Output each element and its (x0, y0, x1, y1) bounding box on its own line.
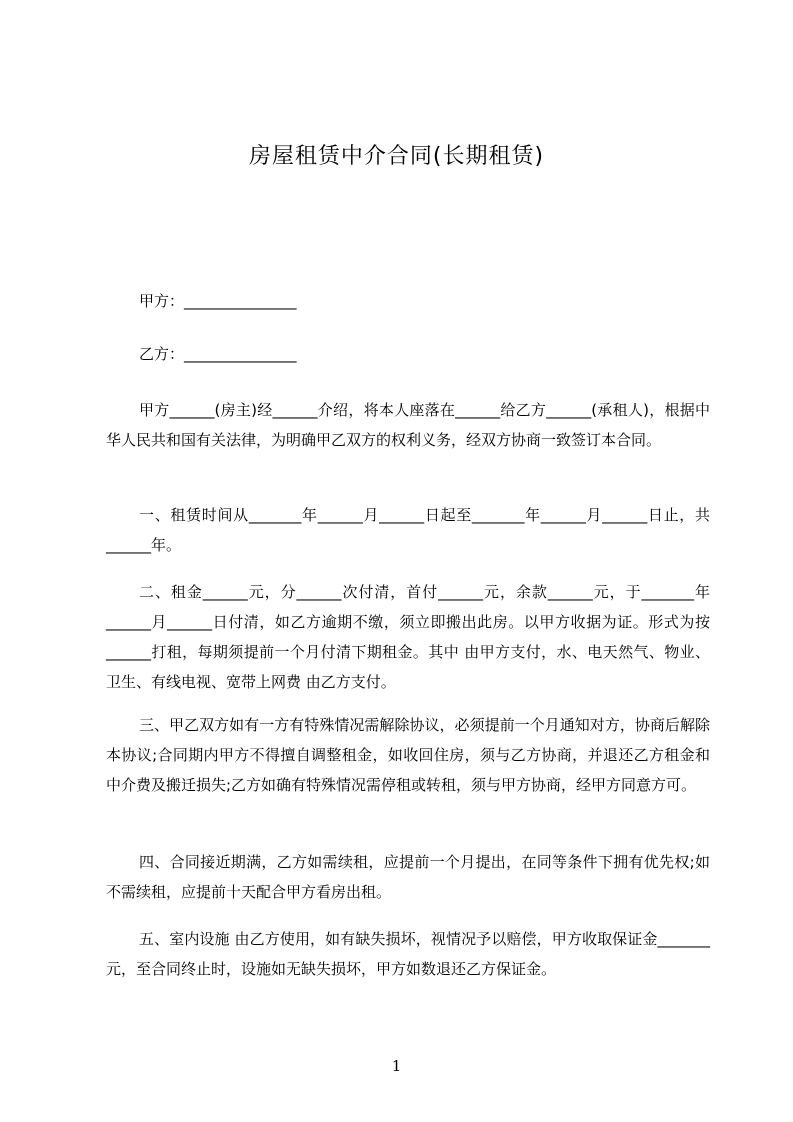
clause-4-renewal: 四、合同接近期满，乙方如需续租，应提前一个月提出，在同等条件下拥有优先权;如不需续租，应提前十天配合甲方看房出租。 (106, 853, 710, 901)
clause-3-termination: 三、甲乙双方如有一方有特殊情况需解除协议，必须提前一个月通知对方，协商后解除本协议;合同期内甲方不得擅自调整租金，如收回住房，须与乙方协商，并退还乙方租金和中介费及搬迁损失;乙方如确有特殊情况需停租或转租，须与甲方协商，经甲方同意方可。 (106, 716, 710, 794)
clause-2-rent: 二、租金______元，分______次付清，首付______元，余款______元，于_______年______月______日付清，如乙方逾期不缴，须立即搬出此房。以甲方收据为证。形式为按______打租，每期须提前一个月付清下期租金。其中 由甲方支付，水、电天然气、物业、卫生、有线电视、宽带上网费 由乙方支付。 (106, 583, 710, 691)
party-a-line: 甲方：_______________ (139, 292, 297, 310)
page-number: 1 (391, 1057, 402, 1075)
clause-1-lease-term: 一、租赁时间从_______年______月______日起至_______年______月______日止，共______年。 (106, 506, 710, 554)
intro-paragraph: 甲方______(房主)经______介绍，将本人座落在______给乙方______(承租人)，根据中华人民共和国有关法律，为明确甲乙双方的权利义务，经双方协商一致签订本合同。 (106, 401, 710, 449)
document-title: 房屋租赁中介合同(长期租赁) (248, 144, 545, 169)
party-b-line: 乙方：_______________ (139, 345, 297, 363)
clause-5-facilities: 五、室内设施 由乙方使用，如有缺失损坏，视情况予以赔偿，甲方收取保证金_______元，至合同终止时，设施如无缺失损坏，甲方如数退还乙方保证金。 (106, 930, 710, 978)
